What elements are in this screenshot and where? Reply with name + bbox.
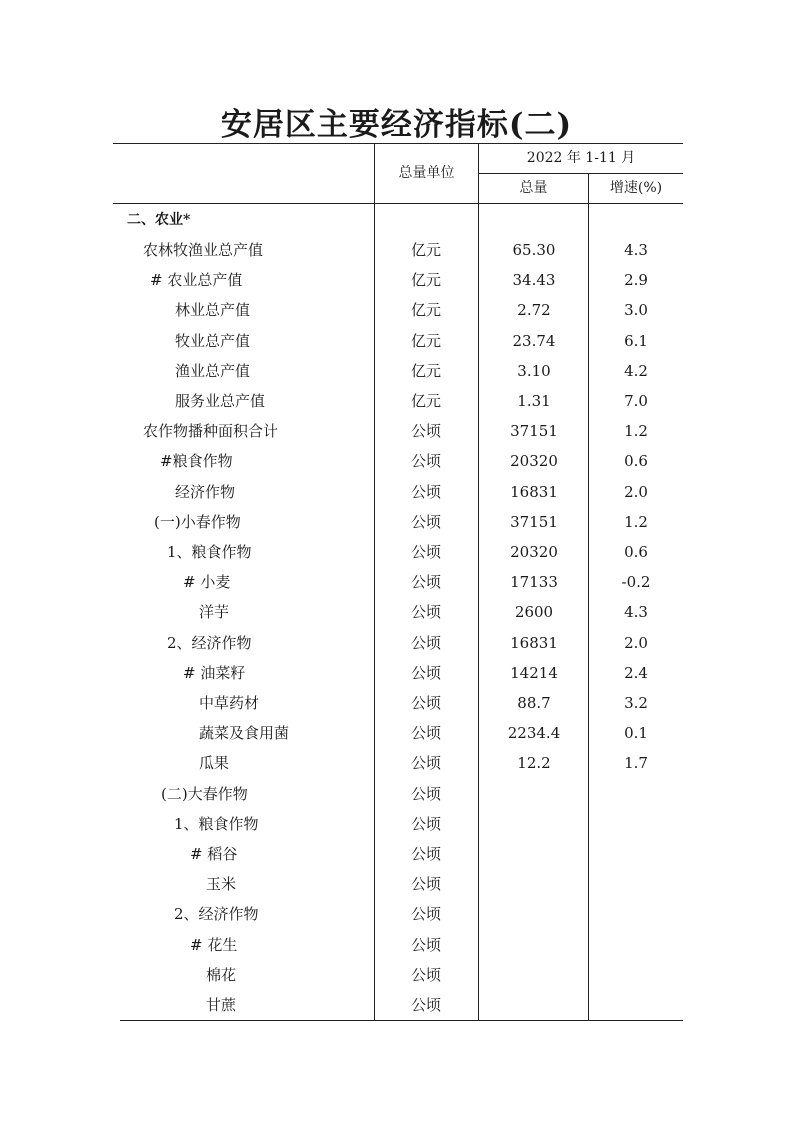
row-name: 洋芋 — [199, 603, 230, 622]
row-unit: 公顷 — [411, 603, 442, 622]
table-row — [0, 386, 793, 416]
row-total: 17133 — [510, 573, 558, 592]
row-total: 3.10 — [517, 361, 551, 380]
row-unit: 公顷 — [411, 965, 442, 984]
table-row — [0, 718, 793, 748]
table-row — [0, 295, 793, 325]
section-row — [0, 205, 793, 235]
row-name: 渔业总产值 — [175, 361, 251, 380]
row-name: 2、经济作物 — [174, 905, 259, 924]
row-unit: 公顷 — [411, 543, 442, 561]
table-row — [0, 658, 793, 688]
table-row — [0, 990, 793, 1020]
row-name: 1、粮食作物 — [167, 543, 252, 561]
row-unit: 亿元 — [411, 361, 442, 380]
row-rate: 4.3 — [624, 603, 648, 622]
row-rate: 1.2 — [624, 512, 648, 531]
table-row — [0, 869, 793, 899]
table-row — [0, 748, 793, 778]
row-rate: 4.3 — [624, 241, 648, 259]
row-total: 16831 — [510, 633, 558, 652]
row-total: 1.31 — [517, 392, 551, 410]
row-name: 玉米 — [206, 875, 237, 894]
row-rate: 3.0 — [624, 301, 648, 320]
row-name: # 花生 — [190, 935, 238, 954]
row-unit: 公顷 — [411, 814, 442, 833]
table-row — [0, 326, 793, 356]
table-row — [0, 960, 793, 990]
row-unit: 公顷 — [411, 875, 442, 894]
table-top-rule — [113, 143, 683, 144]
row-name: # 油菜籽 — [183, 663, 246, 682]
row-unit: 公顷 — [411, 633, 442, 652]
row-name: 瓜果 — [199, 754, 230, 773]
row-unit: 公顷 — [411, 452, 442, 471]
row-unit: 公顷 — [411, 724, 442, 743]
table-row — [0, 265, 793, 295]
table-row — [0, 809, 793, 839]
table-row — [0, 507, 793, 537]
table-row — [0, 839, 793, 869]
row-rate: 7.0 — [624, 392, 648, 410]
row-total: 12.2 — [517, 754, 551, 773]
table-bottom-rule — [120, 1020, 683, 1021]
row-unit: 公顷 — [411, 784, 442, 803]
row-unit: 公顷 — [411, 754, 442, 773]
row-name: 棉花 — [206, 965, 237, 984]
row-rate: 2.4 — [624, 663, 648, 682]
row-rate: 4.2 — [624, 361, 648, 380]
row-unit: 亿元 — [411, 392, 442, 410]
row-name: (二)大春作物 — [161, 784, 248, 803]
row-name: 服务业总产值 — [175, 392, 266, 410]
row-total: 2600 — [514, 603, 554, 622]
row-total: 16831 — [510, 482, 558, 501]
table-row — [0, 416, 793, 446]
row-unit: 公顷 — [411, 845, 442, 863]
header-rate: 增速(%) — [609, 180, 663, 196]
row-total: 65.30 — [512, 241, 556, 259]
row-rate: 1.2 — [624, 422, 648, 441]
row-rate: 0.6 — [624, 543, 648, 561]
row-name: # 稻谷 — [190, 845, 238, 863]
row-name: 农作物播种面积合计 — [143, 422, 279, 441]
row-unit: 公顷 — [411, 905, 442, 924]
row-name: 2、经济作物 — [167, 633, 252, 652]
table-row — [0, 235, 793, 265]
row-unit: 公顷 — [411, 996, 442, 1014]
row-name: 林业总产值 — [175, 301, 251, 320]
row-unit: 公顷 — [411, 694, 442, 712]
row-unit: 公顷 — [411, 482, 442, 501]
header-total: 总量 — [519, 180, 548, 196]
row-total: 34.43 — [512, 271, 556, 290]
row-rate: 3.2 — [624, 694, 648, 712]
row-unit: 亿元 — [411, 331, 442, 350]
row-name: 经济作物 — [175, 482, 236, 501]
row-name: 农林牧渔业总产值 — [143, 241, 264, 259]
row-total: 2.72 — [517, 301, 551, 320]
header-period: 2022 年 1-11 月 — [526, 150, 636, 166]
row-unit: 公顷 — [411, 573, 442, 592]
table-row — [0, 899, 793, 929]
row-name: # 农业总产值 — [150, 271, 243, 290]
row-unit: 亿元 — [411, 271, 442, 290]
row-rate: 6.1 — [624, 331, 648, 350]
row-total: 2234.4 — [507, 724, 561, 743]
row-rate: 0.6 — [624, 452, 648, 471]
row-name: #粮食作物 — [160, 452, 233, 471]
table-row — [0, 779, 793, 809]
row-total: 14214 — [510, 663, 558, 682]
row-rate: -0.2 — [621, 573, 651, 592]
header-unit: 总量单位 — [398, 165, 455, 181]
row-total: 20320 — [510, 452, 558, 471]
row-total: 20320 — [510, 543, 558, 561]
row-unit: 公顷 — [411, 663, 442, 682]
row-rate: 1.7 — [624, 754, 648, 773]
table-row — [0, 356, 793, 386]
section-title: 二、农业* — [127, 212, 191, 228]
row-total: 88.7 — [517, 694, 551, 712]
row-name: (一)小春作物 — [154, 512, 241, 531]
row-name: 甘蔗 — [206, 996, 237, 1014]
row-total: 23.74 — [512, 331, 556, 350]
row-rate: 2.9 — [624, 271, 648, 290]
table-row — [0, 537, 793, 567]
row-rate: 0.1 — [624, 724, 648, 743]
row-total: 37151 — [510, 422, 558, 441]
row-name: # 小麦 — [183, 573, 231, 592]
table-row — [0, 567, 793, 597]
row-rate: 2.0 — [624, 482, 648, 501]
row-unit: 亿元 — [411, 241, 442, 259]
table-row — [0, 688, 793, 718]
table-row — [0, 477, 793, 507]
row-unit: 公顷 — [411, 422, 442, 441]
table-row — [0, 446, 793, 476]
table-row — [0, 628, 793, 658]
row-name: 中草药材 — [199, 694, 260, 712]
row-name: 牧业总产值 — [175, 331, 251, 350]
table-row — [0, 930, 793, 960]
row-rate: 2.0 — [624, 633, 648, 652]
period-divider-rule — [479, 173, 683, 174]
row-name: 蔬菜及食用菌 — [199, 724, 290, 743]
row-unit: 亿元 — [411, 301, 442, 320]
row-unit: 公顷 — [411, 512, 442, 531]
header-bottom-rule — [113, 203, 683, 204]
row-total: 37151 — [510, 512, 558, 531]
page-title: 安居区主要经济指标(二) — [220, 107, 573, 143]
table-row — [0, 597, 793, 627]
row-unit: 公顷 — [411, 935, 442, 954]
row-name: 1、粮食作物 — [174, 814, 259, 833]
